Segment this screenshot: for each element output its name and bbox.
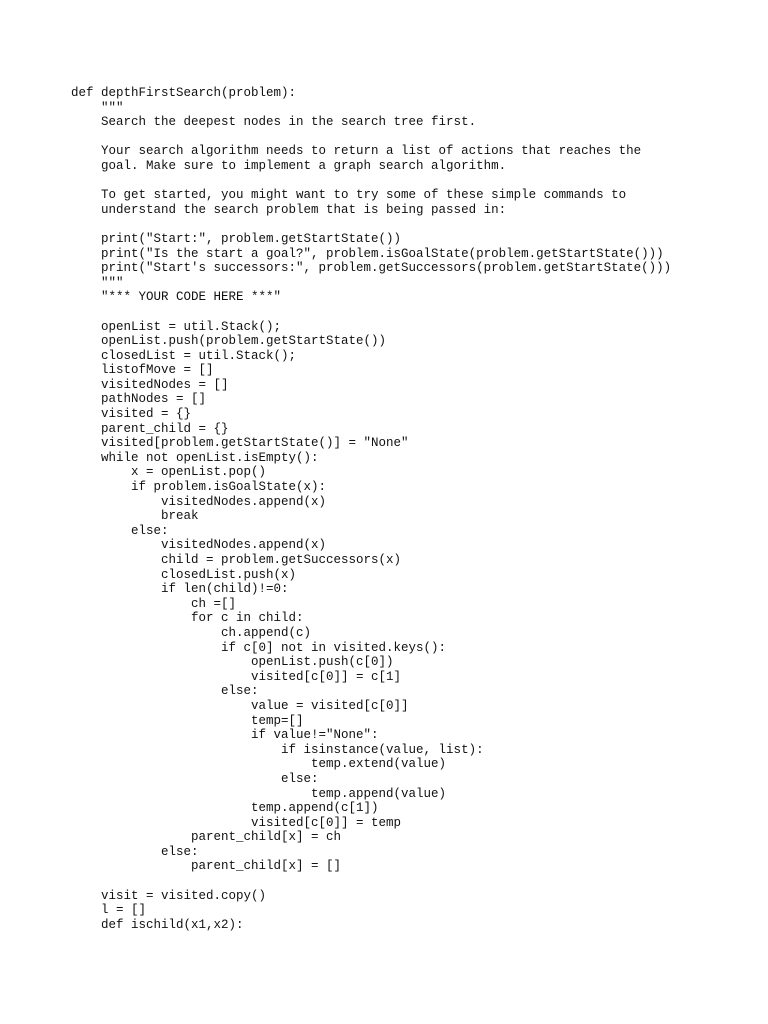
code-line: visited[c[0]] = c[1] (71, 669, 402, 684)
code-line: understand the search problem that is being passed in: (71, 202, 507, 217)
code-line: visited[problem.getStartState()] = "None" (71, 436, 409, 451)
code-line: visited = {} (71, 407, 192, 422)
code-line: parent_child = {} (71, 421, 229, 436)
code-line: temp=[] (71, 713, 304, 728)
code-line: openList.push(problem.getStartState()) (71, 334, 387, 349)
code-line: else: (71, 684, 259, 699)
code-line: visitedNodes = [] (71, 377, 229, 392)
code-line: ch.append(c) (71, 625, 312, 640)
code-line: goal. Make sure to implement a graph search algorithm. (71, 158, 507, 173)
code-line: visitedNodes.append(x) (71, 538, 327, 553)
code-line: """ (71, 275, 124, 290)
code-line: x = openList.pop() (71, 465, 267, 480)
code-line: pathNodes = [] (71, 392, 207, 407)
code-line: if isinstance(value, list): (71, 742, 484, 757)
code-line: parent_child[x] = ch (71, 830, 342, 845)
code-line: openList = util.Stack(); (71, 319, 282, 334)
code-listing (71, 86, 751, 932)
code-line: closedList.push(x) (71, 567, 297, 582)
code-line (71, 130, 751, 145)
code-line: else: (71, 844, 199, 859)
code-line: print("Start's successors:", problem.getSuccessors(problem.getStartState())) (71, 261, 672, 276)
code-line: parent_child[x] = [] (71, 859, 342, 874)
code-line: openList.push(c[0]) (71, 655, 394, 670)
code-line (71, 217, 751, 232)
code-line: visited[c[0]] = temp (71, 815, 402, 830)
code-line: else: (71, 771, 319, 786)
code-line: while not openList.isEmpty(): (71, 450, 319, 465)
code-line: print("Is the start a goal?", problem.isGoalState(problem.getStartState())) (71, 246, 664, 261)
code-line: temp.append(c[1]) (71, 801, 379, 816)
code-line: visitedNodes.append(x) (71, 494, 327, 509)
code-line: break (71, 509, 199, 524)
code-line: else: (71, 523, 169, 538)
code-line (71, 305, 751, 320)
code-line: if c[0] not in visited.keys(): (71, 640, 447, 655)
code-line: ch =[] (71, 596, 237, 611)
code-line: temp.extend(value) (71, 757, 447, 772)
code-line: To get started, you might want to try some of these simple commands to (71, 188, 627, 203)
code-line: "*** YOUR CODE HERE ***" (71, 290, 282, 305)
code-line: Search the deepest nodes in the search tree first. (71, 115, 477, 130)
code-line (71, 874, 751, 889)
code-line: visit = visited.copy() (71, 888, 267, 903)
code-line: closedList = util.Stack(); (71, 348, 297, 363)
code-line: print("Start:", problem.getStartState()) (71, 231, 402, 246)
code-line: child = problem.getSuccessors(x) (71, 553, 402, 567)
code-line: Your search algorithm needs to return a list of actions that reaches the (71, 144, 642, 159)
code-line: value = visited[c[0]] (71, 698, 409, 713)
code-line: l = [] (71, 903, 147, 918)
code-line: for c in child: (71, 611, 304, 626)
code-line: temp.append(value) (71, 786, 447, 801)
code-line: def ischild(x1,x2): (71, 917, 244, 932)
code-line: def depthFirstSearch(problem): (71, 86, 297, 100)
code-line: if problem.isGoalState(x): (71, 480, 327, 495)
code-line: if value!="None": (71, 728, 379, 743)
code-line: """ (71, 100, 124, 115)
code-line (71, 174, 751, 189)
code-line: if len(child)!=0: (71, 582, 289, 597)
code-line: listofMove = [] (71, 363, 214, 378)
